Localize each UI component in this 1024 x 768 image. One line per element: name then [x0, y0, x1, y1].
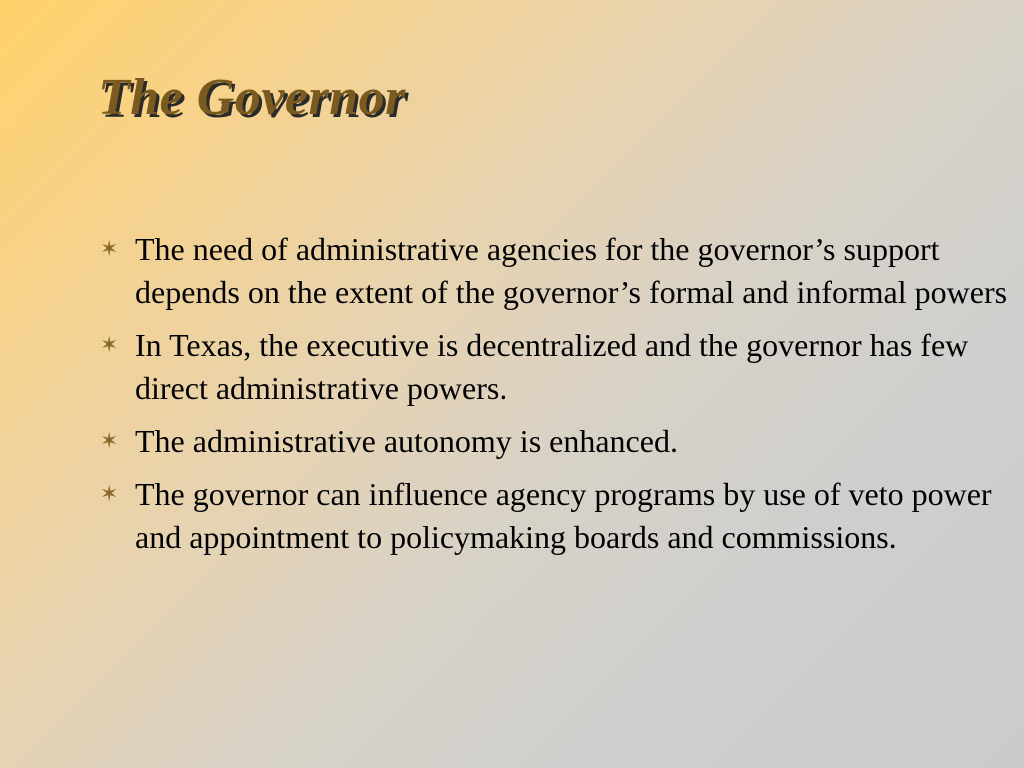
bullet-text: In Texas, the executive is decentralized and the governor has few direct administrative powers.: [135, 327, 969, 406]
star-bullet-icon: ✶: [100, 482, 119, 507]
bullet-list: [100, 228, 1015, 569]
bullet-item: [100, 420, 1015, 463]
bullet-text: The need of administrative agencies for the governor’s support depends on the extent of the governor’s formal and informal powers: [135, 231, 1008, 310]
bullet-item: [100, 473, 1015, 559]
bullet-text: The governor can influence agency programs by use of veto power and appointment to policymaking boards and commissions.: [135, 476, 992, 555]
bullet-item: [100, 324, 1015, 410]
slide-title: The Governor: [98, 69, 406, 126]
star-bullet-icon: ✶: [100, 429, 119, 454]
bullet-item: [100, 228, 1015, 314]
star-bullet-icon: ✶: [100, 237, 119, 262]
bullet-text: The administrative autonomy is enhanced.: [135, 423, 678, 459]
star-bullet-icon: ✶: [100, 333, 119, 358]
